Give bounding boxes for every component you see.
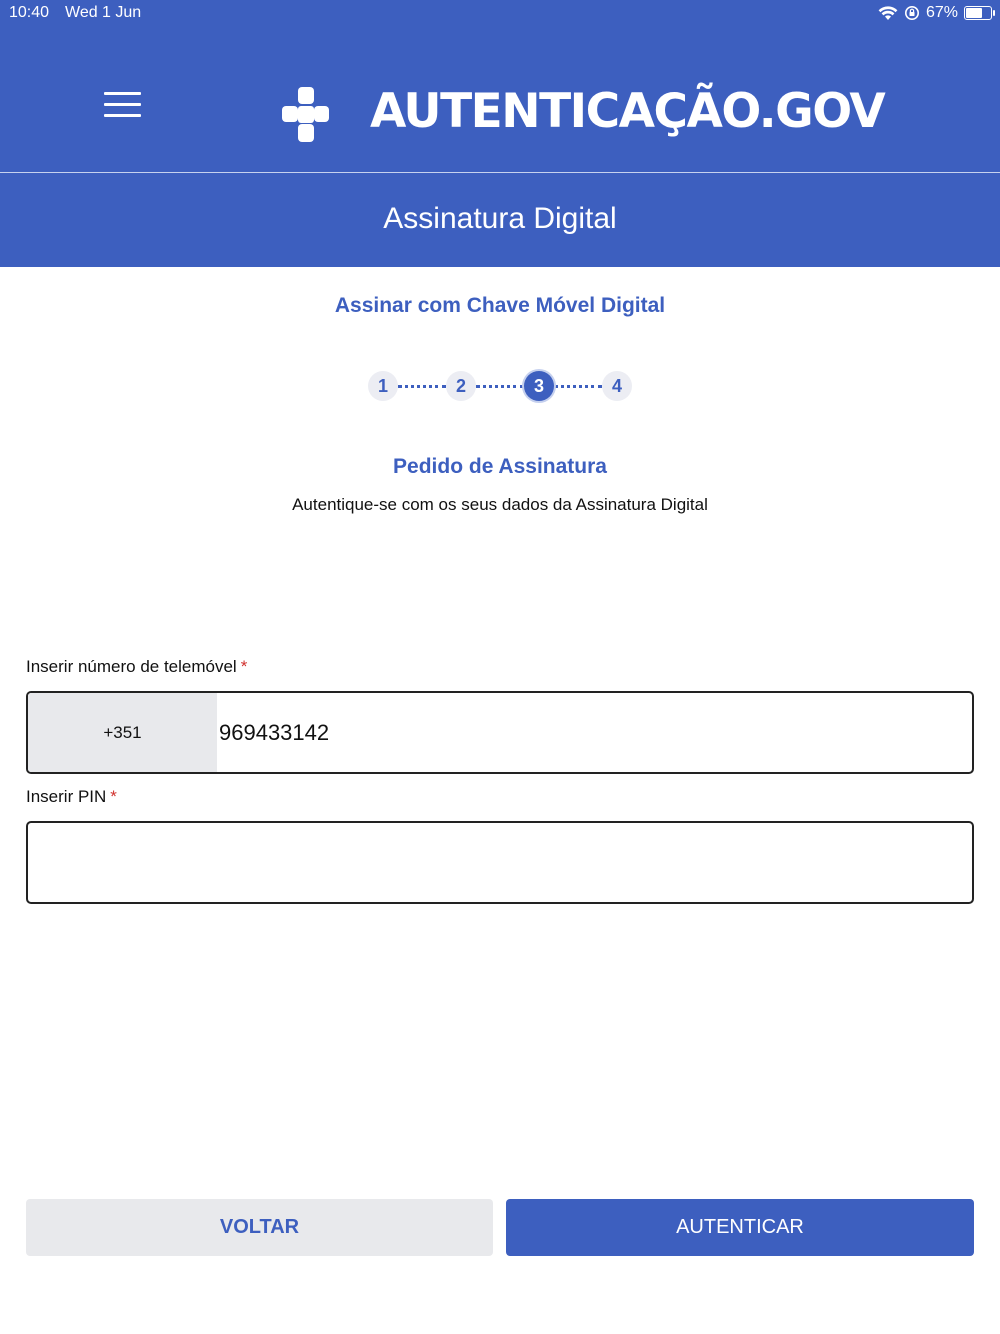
phone-label	[26, 657, 247, 677]
status-time: 10:40	[9, 4, 50, 21]
step-description: Autentique-se com os seus dados da Assinatura Digital	[292, 495, 708, 514]
step-connector	[476, 385, 524, 388]
back-button[interactable]: VOLTAR	[26, 1199, 493, 1256]
app-header	[0, 0, 1000, 267]
logo-text: AUTENTICAÇÃO.GOV	[370, 84, 885, 139]
status-indicators	[878, 4, 992, 22]
phone-field	[26, 691, 974, 774]
phone-label-text: Inserir número de telemóvel	[26, 657, 237, 676]
status-bar	[0, 0, 1000, 28]
progress-stepper	[368, 371, 632, 401]
header-divider	[0, 172, 1000, 173]
status-date: Wed 1 Jun	[65, 4, 142, 21]
step-3-active: 3	[524, 371, 554, 401]
autenticacao-logo-icon	[218, 52, 333, 174]
step-heading: Pedido de Assinatura	[393, 455, 607, 478]
battery-icon	[964, 6, 992, 20]
pin-label	[26, 787, 117, 807]
page-title: Assinatura Digital	[383, 202, 617, 235]
required-mark: *	[240, 657, 248, 676]
pin-input[interactable]	[28, 823, 972, 902]
pin-label-text: Inserir PIN	[26, 787, 107, 806]
pin-field	[26, 821, 974, 904]
step-connector	[398, 385, 446, 388]
battery-percent: 67%	[925, 4, 958, 21]
step-1: 1	[368, 371, 398, 401]
wifi-icon	[878, 5, 898, 21]
orientation-lock-icon	[904, 5, 920, 21]
country-code-select[interactable]: +351	[28, 693, 217, 772]
step-connector	[554, 385, 602, 388]
phone-input[interactable]	[217, 693, 972, 772]
authenticate-button[interactable]: AUTENTICAR	[506, 1199, 974, 1256]
step-2: 2	[446, 371, 476, 401]
menu-icon[interactable]	[104, 92, 141, 118]
section-title: Assinar com Chave Móvel Digital	[334, 294, 666, 317]
step-4: 4	[602, 371, 632, 401]
required-mark: *	[110, 787, 117, 806]
